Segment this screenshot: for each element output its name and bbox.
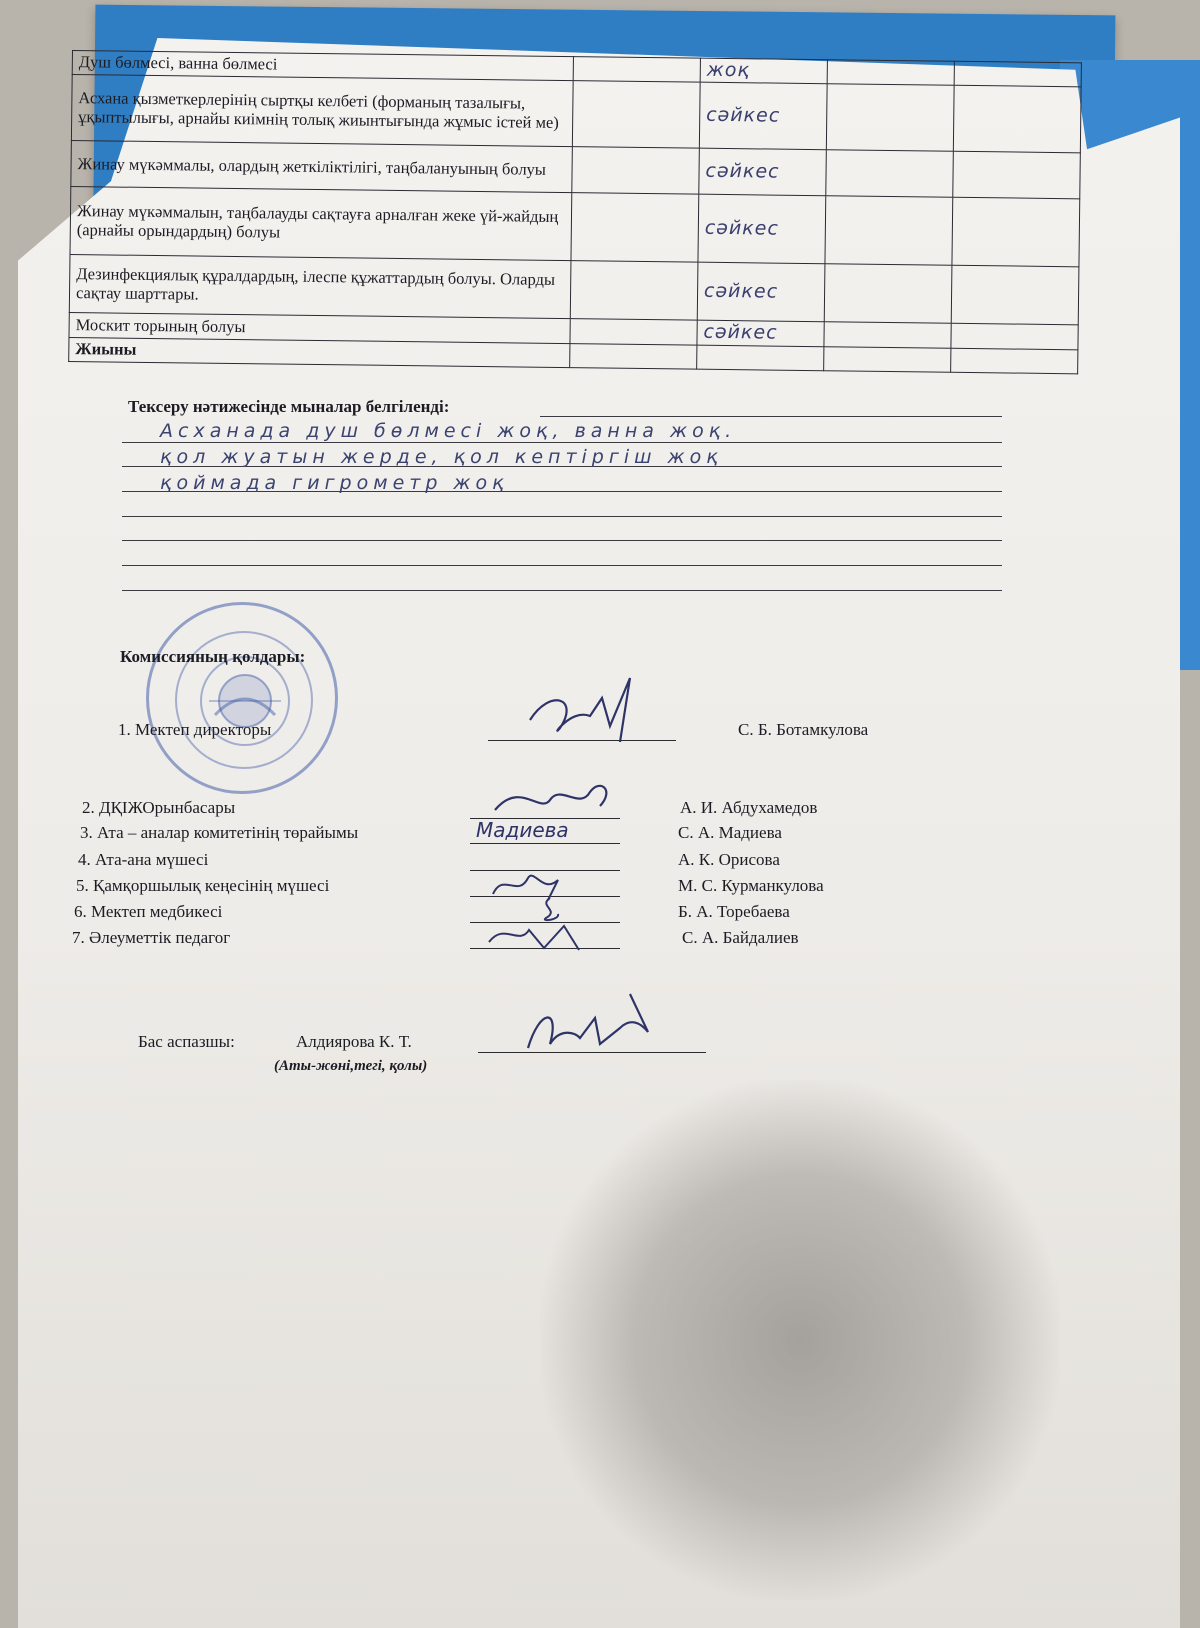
empty-cell [572, 147, 700, 195]
member-name: С. А. Мадиева [678, 823, 782, 842]
mark-cell: сәйкес [697, 262, 825, 322]
empty-cell [824, 322, 951, 348]
member-name: А. И. Абдухамедов [680, 798, 818, 817]
empty-cell [572, 81, 700, 149]
finding-line: қоймада гигрометр жоқ [160, 472, 509, 494]
criterion-cell: Асхана қызметкерлерінің сыртқы келбеті (форманың тазалығы, ұқыптылығы, арнайы киімнің толық жиынтығында жұмыс істей ме) [71, 75, 573, 147]
empty-cell [827, 60, 954, 86]
empty-cell [573, 57, 700, 83]
table-row [71, 75, 1081, 153]
ruled-line [540, 396, 1002, 417]
signature-madieva: Мадиева [476, 818, 569, 842]
empty-cell [953, 152, 1081, 200]
mark-cell: сәйкес [699, 148, 827, 196]
chef-label: Бас аспазшы: [138, 1032, 235, 1051]
ruled-line [122, 496, 1002, 517]
empty-cell [824, 264, 952, 324]
commission-title: Комиссияның қолдары: [120, 647, 306, 666]
hand-shadow [540, 1080, 1060, 1600]
empty-cell [826, 84, 954, 152]
chef-caption: (Аты-жөні,тегі, қолы) [274, 1058, 428, 1074]
inspection-table [68, 50, 1082, 374]
empty-cell [570, 319, 697, 345]
empty-cell [951, 324, 1078, 350]
signature-deputy [490, 770, 630, 820]
empty-cell [952, 198, 1080, 268]
findings-title: Тексеру нәтижесінде мыналар белгіленді: [128, 397, 450, 416]
signature-pedagogue [484, 916, 594, 956]
chef-name: Алдиярова К. Т. [296, 1032, 412, 1051]
member-role: 1. Мектеп директоры [118, 720, 272, 739]
member-role: 7. Әлеуметтік педагог [72, 928, 231, 947]
ruled-line [122, 570, 1002, 591]
member-role: 6. Мектеп медбикесі [74, 902, 223, 921]
ruled-line [122, 520, 1002, 541]
signature-chef [520, 988, 660, 1054]
empty-cell [951, 266, 1079, 326]
criterion-cell: Москит торының болуы [69, 313, 570, 343]
member-role: 2. ДҚІЖОрынбасары [82, 798, 236, 817]
member-role: 5. Қамқоршылық кеңесінің мүшесі [76, 876, 330, 895]
criterion-cell: Дезинфекциялық құралдардың, ілеспе құжаттардың болуы. Оларды сақтау шарттары. [69, 255, 571, 319]
criterion-cell: Жинау мүкәммалы, олардың жеткіліктілігі, таңбалануының болуы [71, 141, 572, 193]
finding-line: қол жуатын жерде, қол кептіргіш жоқ [160, 446, 723, 468]
member-name: С. А. Байдалиев [682, 928, 799, 947]
empty-cell [825, 196, 953, 266]
empty-cell [826, 150, 954, 198]
empty-cell [697, 345, 824, 371]
ruled-line [122, 545, 1002, 566]
mark-cell: жоқ [700, 58, 827, 84]
member-name: Б. А. Торебаева [678, 902, 790, 921]
member-role: 4. Ата-ана мүшесі [78, 850, 209, 869]
mark-cell: сәйкес [698, 194, 826, 264]
empty-cell [954, 61, 1081, 87]
member-name: М. С. Курманкулова [678, 876, 824, 895]
finding-line: Асханада душ бөлмесі жоқ, ванна жоқ. [160, 420, 737, 442]
official-stamp [146, 602, 338, 794]
empty-cell [571, 193, 699, 263]
table-row [70, 187, 1080, 267]
mark-cell: сәйкес [697, 320, 824, 346]
mark-cell: сәйкес [699, 82, 827, 150]
signature-director [520, 668, 670, 744]
member-role: 3. Ата – аналар комитетінің төрайымы [80, 823, 359, 842]
stamp-emblem-icon [149, 605, 341, 797]
empty-cell [953, 86, 1081, 154]
criterion-cell: Душ бөлмесі, ванна бөлмесі [72, 51, 573, 81]
member-name: А. К. Орисова [678, 850, 780, 869]
criterion-cell: Жинау мүкәммалын, таңбалауды сақтауға арналған жеке үй-жайдың (арнайы орындардың) болуы [70, 187, 572, 261]
empty-cell [951, 348, 1078, 374]
total-label: Жиыны [69, 337, 570, 367]
empty-cell [570, 261, 698, 321]
member-name: С. Б. Ботамкулова [738, 720, 869, 739]
empty-cell [570, 343, 697, 369]
empty-cell [824, 346, 951, 372]
